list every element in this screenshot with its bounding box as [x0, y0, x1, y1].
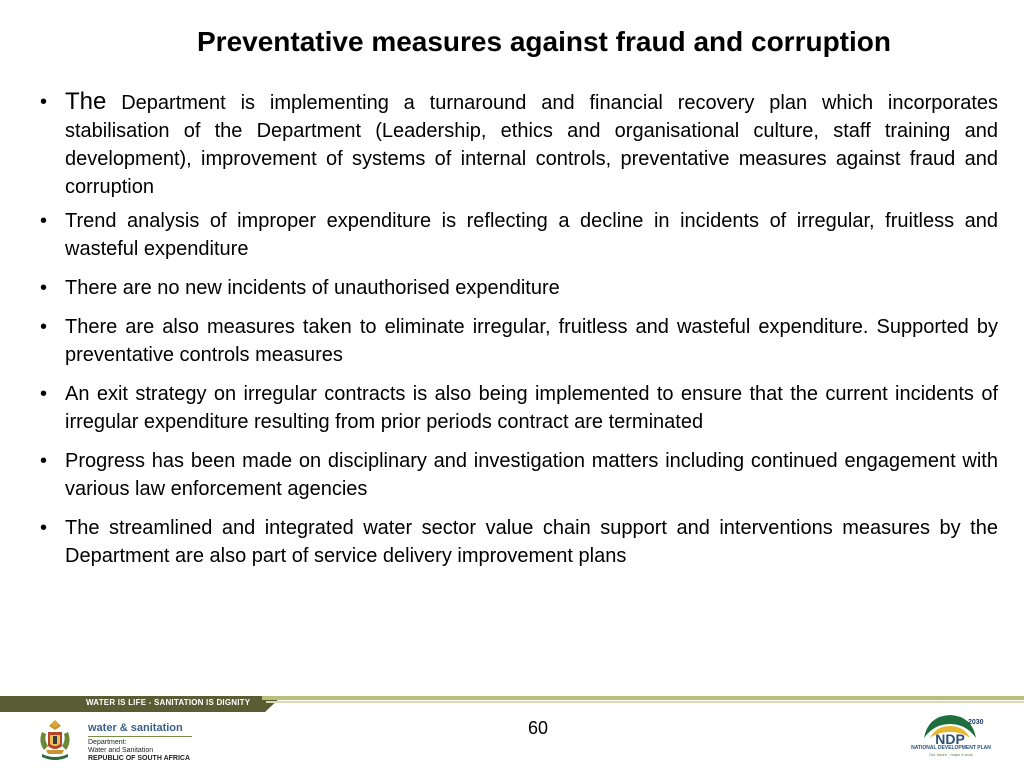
bullet-lead-word: The — [65, 88, 107, 115]
department-country: REPUBLIC OF SOUTH AFRICA — [88, 755, 191, 762]
bullet-item: • Progress has been made on disciplinary and investigation matters including continued engagement with various law enforcement agencies — [40, 447, 998, 503]
department-logo — [88, 722, 192, 763]
bullet-item: • Trend analysis of improper expenditure is reflecting a decline in incidents of irregular, fruitless and wasteful expenditure — [40, 207, 998, 263]
ndp-year: 2030 — [968, 719, 984, 726]
department-line: Department: — [88, 739, 127, 746]
department-rule — [88, 736, 192, 737]
footer-tagline: WATER IS LIFE - SANITATION IS DIGNITY — [86, 698, 251, 707]
footer-band-light-thin — [266, 701, 1024, 703]
ndp-abbr: NDP — [935, 731, 965, 747]
footer-band — [0, 696, 1024, 712]
bullet-list — [40, 88, 998, 581]
footer-band-light — [262, 696, 1024, 700]
bullet-text: Department is implementing a turnaround and financial recovery plan which incorporates stabilisation of the Department (Leadership, ethics and organisational culture, staff training and development), improvement of systems of internal controls, preventative measures against fraud and corruption — [65, 92, 998, 198]
bullet-item: • An exit strategy on irregular contracts is also being implemented to ensure that the current incidents of irregular expenditure resulting from prior periods contract are terminated — [40, 380, 998, 436]
bullet-item: • The streamlined and integrated water sector value chain support and interventions measures by the Department are also part of service delivery improvement plans — [40, 514, 998, 570]
bullet-item: • There are no new incidents of unauthorised expenditure — [40, 274, 998, 302]
page-number: 60 — [527, 718, 549, 738]
ndp-logo-icon — [910, 712, 992, 766]
ndp-slogan: Our future - make it work — [928, 752, 973, 757]
slide-title: Preventative measures against fraud and corruption — [197, 26, 891, 57]
coat-of-arms-icon — [34, 716, 76, 762]
ndp-name: NATIONAL DEVELOPMENT PLAN — [911, 745, 991, 751]
department-name: water & sanitation — [88, 722, 183, 734]
department-line: Water and Sanitation — [88, 747, 154, 754]
bullet-item: • There are also measures taken to eliminate irregular, fruitless and wasteful expenditure. Supported by preventative controls measures — [40, 313, 998, 369]
bullet-item — [40, 88, 998, 201]
